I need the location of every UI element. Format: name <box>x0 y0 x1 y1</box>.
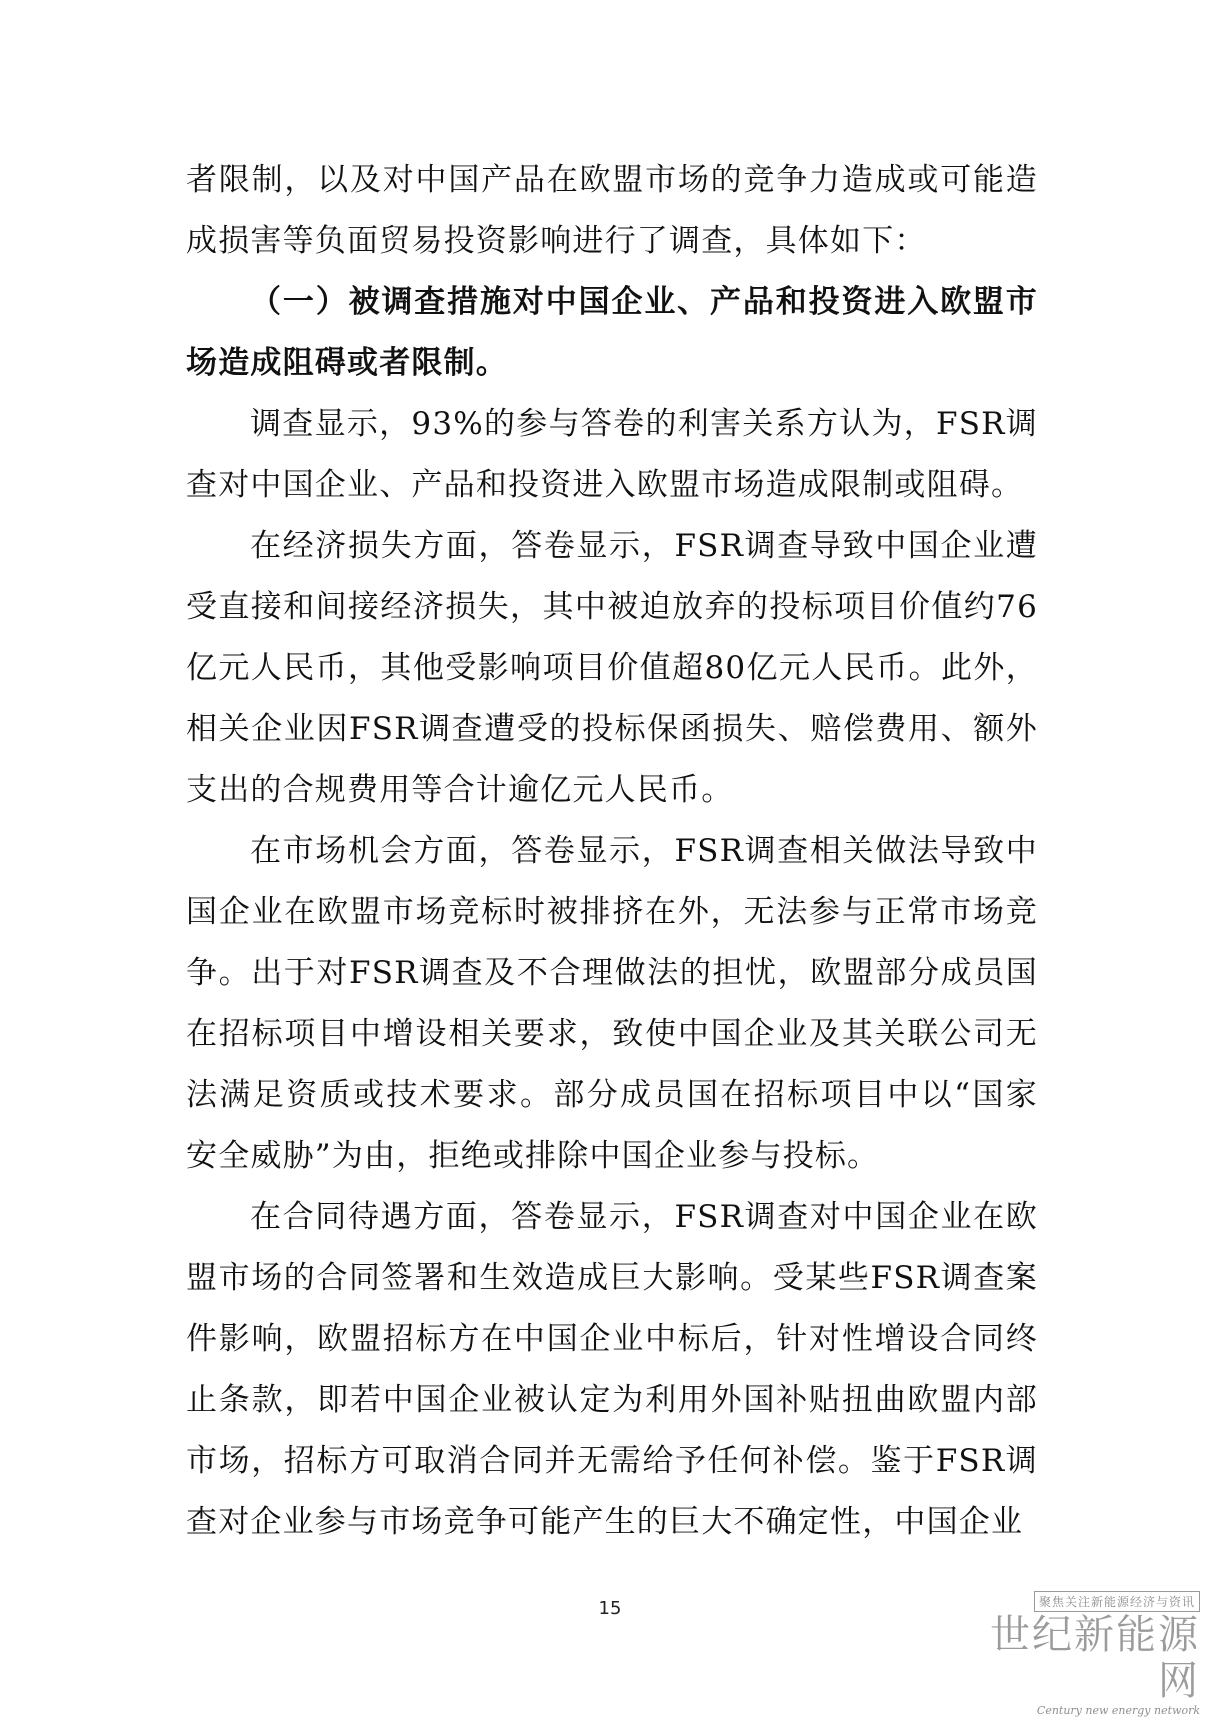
page-number: 15 <box>598 1598 622 1619</box>
watermark-name: 世纪新能源网 <box>990 1612 1200 1704</box>
paragraph-contract-treatment: 在合同待遇方面，答卷显示，FSR调查对中国企业在欧盟市场的合同签署和生效造成巨大影响。受某些FSR调查案件影响，欧盟招标方在中国企业中标后，针对性增设合同终止条款，即若中国企业被认定为利用外国补贴扭曲欧盟内部市场，招标方可取消合同并无需给予任何补偿。鉴于FSR调查对企业参与市场竞争可能产生的巨大不确定性，中国企业 <box>186 1199 1038 1540</box>
watermark-logo <box>990 1591 1200 1717</box>
section-heading: （一）被调查措施对中国企业、产品和投资进入欧盟市场造成阻碍或者限制。 <box>186 284 1038 381</box>
watermark-tagline: 聚焦关注新能源经济与资讯 <box>1034 1591 1200 1612</box>
paragraph-economic-loss: 在经济损失方面，答卷显示，FSR调查导致中国企业遭受直接和间接经济损失，其中被迫放弃的投标项目价值约76亿元人民币，其他受影响项目价值超80亿元人民币。此外，相关企业因FSR调查遭受的投标保函损失、赔偿费用、额外支出的合规费用等合计逾亿元人民币。 <box>186 528 1038 808</box>
paragraph-market-opportunity: 在市场机会方面，答卷显示，FSR调查相关做法导致中国企业在欧盟市场竞标时被排挤在外，无法参与正常市场竞争。出于对FSR调查及不合理做法的担忧，欧盟部分成员国在招标项目中增设相关要求，致使中国企业及其关联公司无法满足资质或技术要求。部分成员国在招标项目中以“国家安全威胁”为由，拒绝或排除中国企业参与投标。 <box>186 833 1038 1174</box>
watermark-english: Century new energy network <box>1036 1704 1200 1717</box>
document-body <box>186 150 1038 1553</box>
paragraph-continued: 者限制，以及对中国产品在欧盟市场的竞争力造成或可能造成损害等负面贸易投资影响进行了调查，具体如下： <box>186 162 1038 259</box>
paragraph-survey-result: 调查显示，93%的参与答卷的利害关系方认为，FSR调查对中国企业、产品和投资进入欧盟市场造成限制或阻碍。 <box>186 406 1038 503</box>
